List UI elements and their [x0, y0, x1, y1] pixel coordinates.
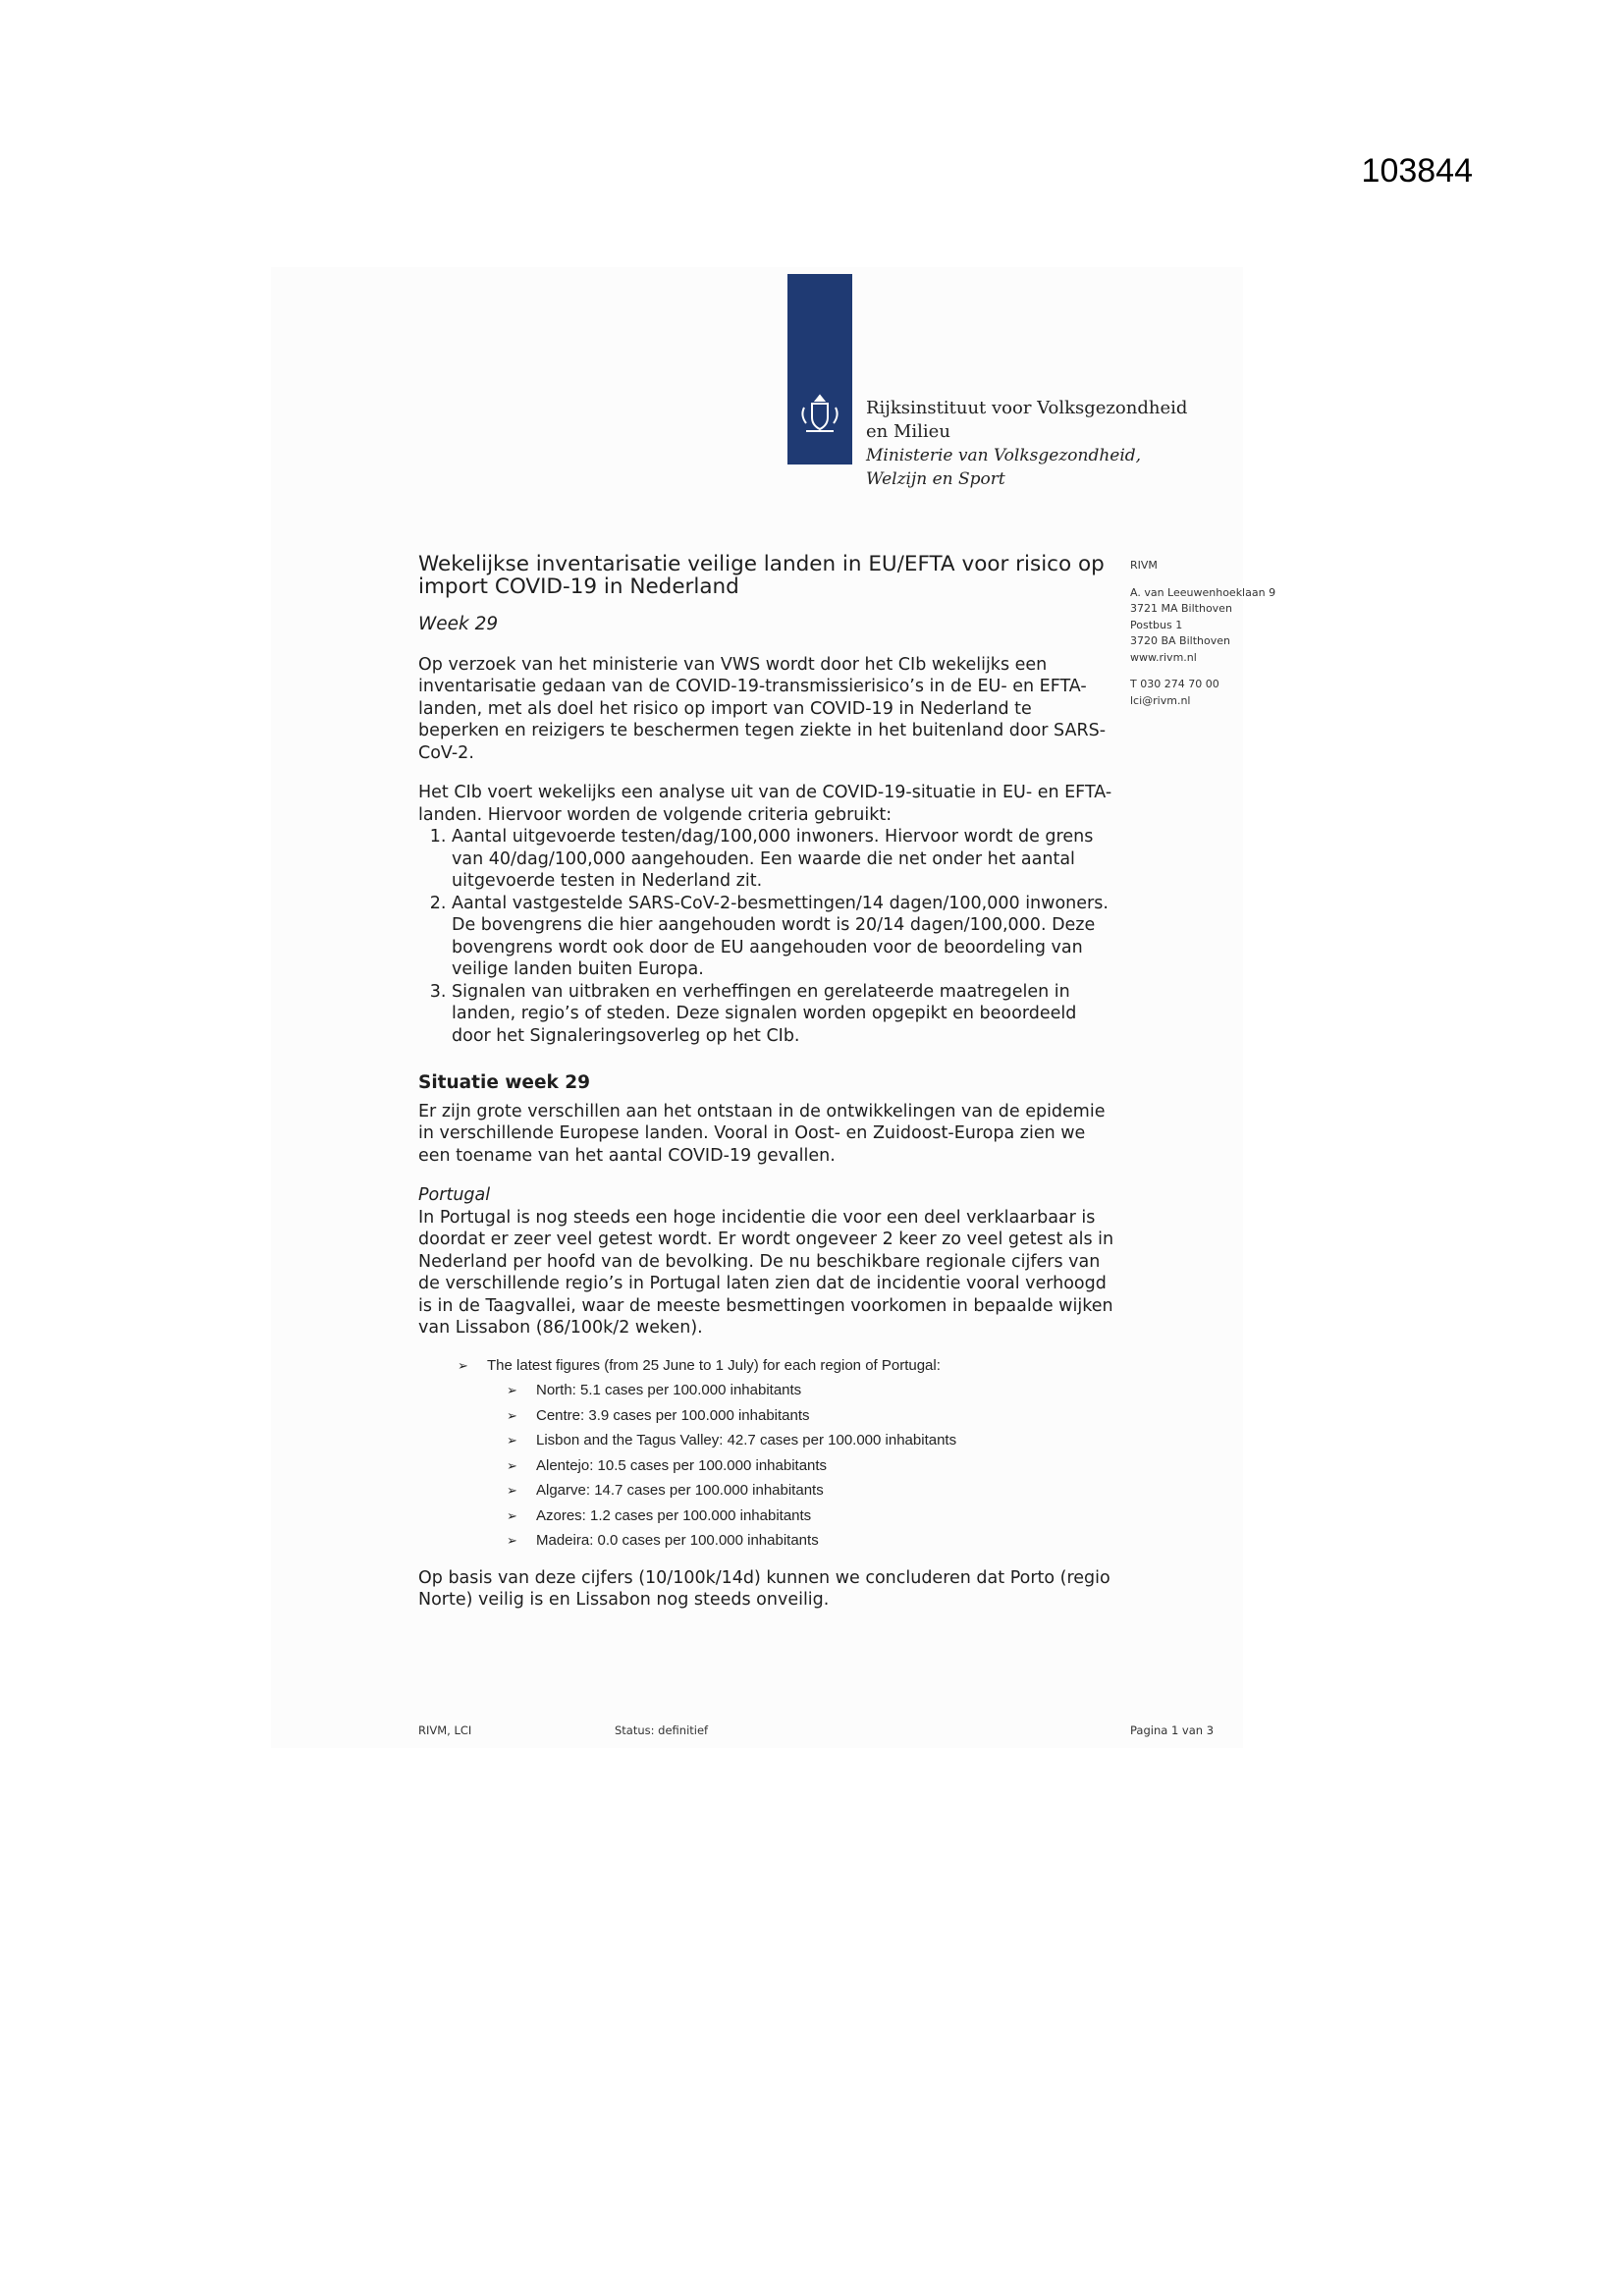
document-number: 103844 [1361, 152, 1473, 190]
arrow-bullet-icon: ➢ [507, 1433, 517, 1448]
arrow-bullet-icon: ➢ [507, 1383, 517, 1397]
sidebar-address [1130, 585, 1326, 667]
address-line: 3721 MA Bilthoven [1130, 602, 1232, 615]
figure-item [507, 1528, 1115, 1554]
figure-text: North: 5.1 cases per 100.000 inhabitants [536, 1382, 802, 1398]
website-link[interactable]: www.rivm.nl [1130, 650, 1197, 664]
figure-item [507, 1453, 1115, 1479]
intro-paragraph: Op verzoek van het ministerie van VWS wordt door het CIb wekelijks een inventarisatie gedaan van de COVID-19-transmissierisico’s in de EU- en EFTA-landen, met als doel het risico op import van COVID-19 in Nederland te beperken en reizigers te beschermen tegen ziekte in het buitenland door SARS-CoV-2. [418, 654, 1107, 763]
sender-sidebar [1130, 558, 1326, 720]
figure-text: Algarve: 14.7 cases per 100.000 inhabitants [536, 1482, 824, 1499]
main-content [418, 553, 1115, 1612]
address-line: Postbus 1 [1130, 618, 1183, 631]
address-line: A. van Leeuwenhoeklaan 9 [1130, 585, 1276, 599]
figures-intro-item [458, 1353, 1115, 1379]
week-label: Week 29 [418, 614, 499, 634]
portugal-heading: Portugal [418, 1185, 491, 1205]
ministry-line1: Ministerie van Volksgezondheid, [866, 446, 1142, 465]
analysis-intro: Het CIb voert wekelijks een analyse uit van de COVID-19-situatie in EU- en EFTA-landen. Hiervoor worden de volgende criteria gebruikt: [418, 783, 1112, 825]
situation-heading: Situatie week 29 [418, 1072, 591, 1093]
phone-number: T 030 274 70 00 [1130, 678, 1219, 690]
criteria-item: 3. Signalen van uitbraken en verheffingen en gerelateerde maatregelen in landen, regio’s of steden. Deze signalen worden opgepikt en beoordeeld door het Signaleringsoverleg op het CIb. [452, 981, 1115, 1048]
arrow-bullet-icon: ➢ [507, 1483, 517, 1498]
arrow-bullet-icon: ➢ [458, 1357, 468, 1373]
coat-of-arms-icon [796, 392, 843, 439]
criteria-list [418, 826, 1115, 1047]
document-title: Wekelijkse inventarisatie veilige landen in EU/EFTA voor risico op import COVID-19 in Nederland [418, 552, 1105, 599]
criteria-item: 2. Aantal vastgestelde SARS-CoV-2-besmettingen/14 dagen/100,000 inwoners. De bovengrens die hier aangehouden wordt is 20/14 dagen/100,000. Deze bovengrens wordt ook door de EU aangehouden voor de beoordeling van veilige landen buiten Europa. [452, 893, 1115, 981]
figures-list [458, 1353, 1115, 1554]
sidebar-contact [1130, 677, 1326, 709]
footer-org: RIVM, LCI [418, 1723, 472, 1737]
figure-text: Madeira: 0.0 cases per 100.000 inhabitants [536, 1532, 819, 1549]
conclusion-paragraph: Op basis van deze cijfers (10/100k/14d) kunnen we concluderen dat Porto (regio Norte) veilig is en Lissabon nog steeds onveilig. [418, 1567, 1110, 1610]
rijksoverheid-logo [787, 274, 852, 465]
arrow-bullet-icon: ➢ [507, 1407, 517, 1423]
figure-text: Lisbon and the Tagus Valley: 42.7 cases per 100.000 inhabitants [536, 1432, 957, 1449]
ministry-line2: Welzijn en Sport [866, 469, 1005, 489]
figure-item [507, 1428, 1115, 1453]
organisation-block [866, 397, 1187, 491]
arrow-bullet-icon: ➢ [507, 1507, 517, 1523]
footer-page-number: Pagina 1 van 3 [1130, 1723, 1215, 1737]
arrow-bullet-icon: ➢ [507, 1457, 517, 1473]
figure-text: Azores: 1.2 cases per 100.000 inhabitants [536, 1506, 812, 1524]
portugal-paragraph: In Portugal is nog steeds een hoge incidentie die voor een deel verklaarbaar is doordat er zeer veel getest wordt. Er wordt ongeveer 2 keer zo veel getest als in Nederland per hoofd van de bevolking. De nu beschikbare regionale cijfers van de verschillende regio’s in Portugal laten zien dat de incidentie vooral verhoogd is in de Taagvallei, waar de meeste besmettingen voorkomen in bepaalde wijken van Lissabon (86/100k/2 weken). [418, 1207, 1114, 1338]
figure-text: Alentejo: 10.5 cases per 100.000 inhabitants [536, 1456, 828, 1474]
footer-status: Status: definitief [615, 1723, 709, 1737]
figure-item [507, 1503, 1115, 1529]
address-line: 3720 BA Bilthoven [1130, 634, 1230, 647]
figure-item [507, 1403, 1115, 1429]
figure-item [507, 1378, 1115, 1403]
figures-intro: The latest figures (from 25 June to 1 July) for each region of Portugal: [487, 1356, 941, 1374]
figure-item [507, 1478, 1115, 1503]
sidebar-org: RIVM [1130, 559, 1158, 572]
criteria-item: 1. Aantal uitgevoerde testen/dag/100,000 inwoners. Hiervoor wordt de grens van 40/dag/100,000 aangehouden. Een waarde die net onder het aantal uitgevoerde testen in Nederland zit. [452, 826, 1115, 893]
org-name-line2: en Milieu [866, 421, 950, 442]
arrow-bullet-icon: ➢ [507, 1533, 517, 1548]
situation-paragraph: Er zijn grote verschillen aan het ontstaan in de ontwikkelingen van de epidemie in verschillende Europese landen. Vooral in Oost- en Zuidoost-Europa zien we een toename van het aantal COVID-19 gevallen. [418, 1101, 1106, 1166]
figure-text: Centre: 3.9 cases per 100.000 inhabitants [536, 1406, 810, 1424]
org-name-line1: Rijksinstituut voor Volksgezondheid [866, 398, 1188, 418]
email-link[interactable]: lci@rivm.nl [1130, 693, 1191, 707]
